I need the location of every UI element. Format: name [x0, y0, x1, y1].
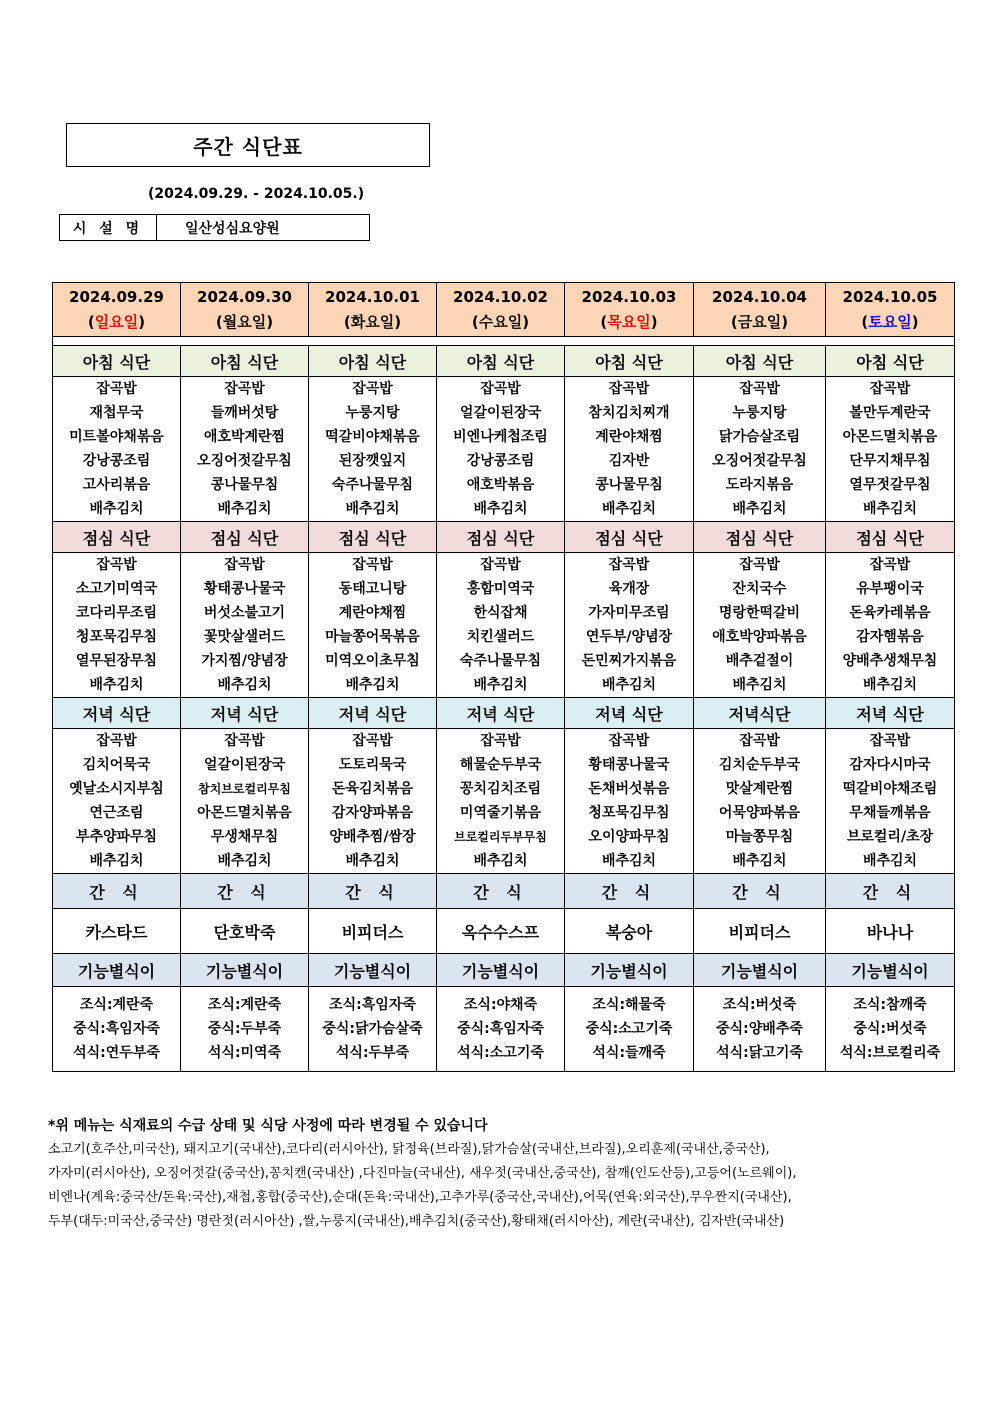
menu-item: 아몬드멸치볶음 [197, 805, 292, 821]
day-header-cell [565, 283, 694, 337]
day-header-cell [53, 283, 181, 337]
porridge-item: 조식:해물죽 [592, 997, 666, 1013]
menu-item: 잡곡밥 [96, 557, 137, 573]
lunch-header: 점심 식단 [437, 522, 565, 553]
menu-item: 양배추생채무침 [842, 653, 938, 669]
weekday-name: 일요일 [94, 312, 139, 331]
menu-item: 배추김치 [473, 853, 528, 869]
menu-item: 감자햄볶음 [856, 629, 924, 645]
menu-item: 배추겉절이 [725, 653, 794, 669]
menu-item: 단무지채무침 [849, 453, 931, 469]
functional-diet-header: 기능별식이 [565, 954, 694, 987]
breakfast-cell [309, 377, 437, 522]
porridge-item: 조식:계란죽 [207, 997, 282, 1013]
menu-item: 잡곡밥 [739, 733, 780, 749]
date-period: (2024.09.29. - 2024.10.05.) [148, 186, 365, 202]
lunch-cell [309, 553, 437, 698]
facility-box [59, 214, 370, 241]
menu-item: 김자반 [608, 453, 650, 469]
menu-item: 명랑한떡갈비 [718, 605, 801, 621]
menu-item: 잡곡밥 [96, 381, 137, 397]
menu-item: 잡곡밥 [224, 557, 265, 573]
menu-item: 숙주나물무침 [459, 653, 542, 669]
breakfast-cell [826, 377, 955, 522]
menu-item: 돈민찌가지볶음 [581, 653, 677, 669]
origin-line: 비엔나(계육:중국산/돈육:국산),재첩,홍합(중국산),순대(돈육:국내산),고추가루(중국산,국내산),어묵(연육:외국산),무우짠지(국내산), [48, 1190, 792, 1205]
menu-item: 오징어젓갈무침 [712, 453, 807, 469]
page-title: 주간 식단표 [66, 123, 430, 167]
menu-item: 된장깻잎지 [338, 453, 407, 469]
porridge-item: 석식:두부죽 [335, 1045, 410, 1061]
menu-item: 미트볼야채볶음 [69, 429, 164, 445]
menu-item: 오징어젓갈무침 [197, 453, 292, 469]
functional-diet-header: 기능별식이 [826, 954, 955, 987]
weekday-name: 월요일 [222, 312, 267, 331]
lunch-header-row [53, 522, 955, 553]
breakfast-header: 아침 식단 [826, 346, 955, 377]
breakfast-header: 아침 식단 [565, 346, 694, 377]
lunch-cell [437, 553, 565, 698]
menu-item: 배추김치 [89, 501, 144, 517]
dinner-cell [694, 729, 826, 874]
snack-header: 간 식 [826, 874, 955, 909]
snack-cell: 단호박죽 [181, 909, 309, 954]
menu-item: 아몬드멸치볶음 [842, 429, 938, 445]
menu-item: 잡곡밥 [352, 557, 393, 573]
menu-item: 배추김치 [732, 677, 787, 693]
functional-diet-row [53, 987, 955, 1072]
day-header-cell [437, 283, 565, 337]
snack-header: 간 식 [181, 874, 309, 909]
porridge-item: 조식:참깨죽 [853, 997, 927, 1013]
origin-line: 소고기(호주산,미국산), 돼지고기(국내산),코다리(러시아산), 닭정육(브라질),닭가슴살(국내산,브라질),오리훈제(국내산,중국산), [48, 1142, 770, 1157]
breakfast-cell [437, 377, 565, 522]
weekday-label: (목요일) [600, 312, 658, 331]
snack-cell: 비피더스 [309, 909, 437, 954]
snack-header: 간 식 [53, 874, 181, 909]
menu-item: 배추김치 [732, 501, 787, 517]
menu-item: 도토리묵국 [338, 757, 407, 773]
functional-diet-cell [565, 987, 694, 1072]
menu-item: 마늘쫑어묵볶음 [325, 629, 420, 645]
porridge-item: 중식:양배추죽 [716, 1021, 803, 1037]
menu-item: 꽁치김치조림 [459, 781, 542, 797]
snack-header: 간 식 [565, 874, 694, 909]
menu-item: 잡곡밥 [96, 733, 137, 749]
menu-item: 볼만두계란국 [849, 405, 931, 421]
menu-item: 배추김치 [732, 853, 787, 869]
menu-item: 배추김치 [345, 853, 400, 869]
menu-item: 계란야채찜 [595, 429, 663, 445]
dinner-row [53, 729, 955, 874]
lunch-cell [181, 553, 309, 698]
menu-item: 고사리볶음 [82, 477, 151, 493]
weekday-label: (월요일) [215, 312, 274, 331]
menu-item: 양배추찜/쌈장 [329, 829, 416, 845]
menu-item: 홍합미역국 [466, 581, 535, 597]
snack-row [53, 909, 955, 954]
lunch-header: 점심 식단 [565, 522, 694, 553]
menu-item: 얼갈이된장국 [203, 757, 286, 773]
weekday-name: 목요일 [607, 312, 651, 331]
functional-diet-cell [53, 987, 181, 1072]
weekday-label: (토요일) [861, 312, 919, 331]
menu-item: 누룽지탕 [345, 405, 400, 421]
snack-cell: 바나나 [826, 909, 955, 954]
menu-item: 애호박계란찜 [203, 429, 286, 445]
breakfast-header: 아침 식단 [181, 346, 309, 377]
porridge-item: 석식:닭고기죽 [716, 1045, 803, 1061]
porridge-item: 석식:미역죽 [207, 1045, 282, 1061]
menu-item: 돈육김치볶음 [331, 781, 414, 797]
menu-item: 배추김치 [862, 853, 918, 869]
menu-item: 잡곡밥 [869, 733, 911, 749]
menu-item: 열무된장무침 [75, 653, 158, 669]
menu-item: 브로컬리/초장 [846, 829, 934, 845]
menu-item: 콩나물무침 [210, 477, 279, 493]
porridge-item: 조식:흑임자죽 [329, 997, 416, 1013]
menu-item: 배추김치 [862, 501, 918, 517]
menu-item: 치킨샐러드 [466, 629, 535, 645]
menu-item: 배추김치 [601, 501, 657, 517]
menu-item: 황태콩나물국 [588, 757, 670, 773]
functional-diet-cell [181, 987, 309, 1072]
day-header-cell [309, 283, 437, 337]
menu-item: 잡곡밥 [480, 557, 521, 573]
date-label: 2024.10.02 [453, 287, 548, 306]
menu-item: 가지찜/양념장 [201, 653, 288, 669]
ingredient-origin-notes [48, 1114, 948, 1234]
menu-item: 배추김치 [601, 677, 657, 693]
snack-cell: 비피더스 [694, 909, 826, 954]
menu-item: 열무젓갈무침 [849, 477, 931, 493]
menu-item: 잡곡밥 [869, 381, 911, 397]
menu-item: 감자다시마국 [849, 757, 931, 773]
functional-diet-header: 기능별식이 [694, 954, 826, 987]
menu-item: 배추김치 [862, 677, 918, 693]
menu-item: 잡곡밥 [480, 381, 521, 397]
breakfast-cell [694, 377, 826, 522]
breakfast-row [53, 377, 955, 522]
functional-diet-header-row [53, 954, 955, 987]
weekday-name: 화요일 [350, 312, 395, 331]
functional-diet-cell [437, 987, 565, 1072]
menu-item: 돈채버섯볶음 [588, 781, 670, 797]
porridge-item: 석식:들깨죽 [592, 1045, 666, 1061]
menu-item: 연두부/양념장 [585, 629, 673, 645]
menu-item: 옛날소시지부침 [69, 781, 164, 797]
menu-item: 미역줄기볶음 [459, 805, 542, 821]
menu-item: 가자미무조림 [588, 605, 670, 621]
menu-item: 돈육카레볶음 [849, 605, 931, 621]
dinner-cell [826, 729, 955, 874]
date-label: 2024.09.30 [197, 287, 292, 306]
breakfast-cell [565, 377, 694, 522]
menu-item: 미역오이초무침 [325, 653, 420, 669]
functional-diet-header: 기능별식이 [53, 954, 181, 987]
breakfast-cell [181, 377, 309, 522]
menu-item: 맛살계란찜 [725, 781, 794, 797]
menu-item: 무채들깨볶음 [849, 805, 931, 821]
functional-diet-header: 기능별식이 [437, 954, 565, 987]
weekday-name: 금요일 [737, 312, 782, 331]
weekday-label: (수요일) [471, 312, 530, 331]
weekday-label: (화요일) [343, 312, 402, 331]
menu-item: 계란야채찜 [338, 605, 407, 621]
menu-item: 김치순두부국 [718, 757, 801, 773]
breakfast-header: 아침 식단 [437, 346, 565, 377]
menu-item: 닭가슴살조림 [718, 429, 801, 445]
menu-item: 잡곡밥 [224, 381, 265, 397]
menu-item: 코다리무조림 [75, 605, 158, 621]
menu-item: 배추김치 [601, 853, 657, 869]
weekday-name: 수요일 [478, 312, 523, 331]
breakfast-header: 아침 식단 [309, 346, 437, 377]
menu-item: 숙주나물무침 [331, 477, 414, 493]
menu-item: 재첩무국 [89, 405, 144, 421]
menu-item: 감자양파볶음 [331, 805, 414, 821]
menu-item: 잡곡밥 [608, 381, 650, 397]
menu-item: 참치김치찌개 [588, 405, 670, 421]
porridge-item: 조식:버섯죽 [722, 997, 797, 1013]
date-label: 2024.10.04 [712, 287, 807, 306]
breakfast-header: 아침 식단 [53, 346, 181, 377]
dinner-header: 저녁식단 [694, 698, 826, 729]
menu-item: 꽃맛살샐러드 [203, 629, 286, 645]
porridge-item: 중식:흑임자죽 [73, 1021, 160, 1037]
facility-label: 시 설 명 [60, 215, 157, 240]
facility-name: 일산성심요양원 [185, 220, 280, 237]
dinner-cell [437, 729, 565, 874]
menu-item: 잡곡밥 [869, 557, 911, 573]
menu-item: 배추김치 [217, 853, 272, 869]
menu-item: 얼갈이된장국 [459, 405, 542, 421]
origin-line: 가자미(러시아산), 오징어젓갈(중국산),꽁치캔(국내산) ,다진마늘(국내산), 새우젓(국내산,중국산), 참깨(인도산등),고등어(노르웨이), [48, 1166, 797, 1181]
porridge-item: 조식:야채죽 [463, 997, 538, 1013]
snack-header: 간 식 [437, 874, 565, 909]
menu-item: 잡곡밥 [352, 381, 393, 397]
lunch-row [53, 553, 955, 698]
porridge-item: 중식:흑임자죽 [457, 1021, 544, 1037]
snack-header: 간 식 [309, 874, 437, 909]
menu-item: 배추김치 [89, 853, 144, 869]
snack-cell: 옥수수스프 [437, 909, 565, 954]
menu-item: 강낭콩조림 [466, 453, 535, 469]
weekday-label: (금요일) [730, 312, 789, 331]
menu-item: 잡곡밥 [480, 733, 521, 749]
snack-cell: 복숭아 [565, 909, 694, 954]
menu-item: 잡곡밥 [608, 733, 650, 749]
lunch-header: 점심 식단 [181, 522, 309, 553]
menu-item: 비엔나케첩조림 [453, 429, 548, 445]
menu-item: 배추김치 [345, 677, 400, 693]
date-label: 2024.09.29 [69, 287, 164, 306]
functional-diet-cell [309, 987, 437, 1072]
menu-change-notice: *위 메뉴는 식재료의 수급 상태 및 식당 사정에 따라 변경될 수 있습니다 [48, 1118, 488, 1134]
day-header-cell [181, 283, 309, 337]
functional-diet-header: 기능별식이 [181, 954, 309, 987]
dinner-cell [309, 729, 437, 874]
porridge-item: 중식:두부죽 [207, 1021, 282, 1037]
lunch-header: 점심 식단 [53, 522, 181, 553]
menu-item: 잡곡밥 [224, 733, 265, 749]
origin-line: 두부(대두:미국산,중국산) 명란젓(러시아산) ,쌀,누룽지(국내산),배추김치(중국산),황태채(러시아산), 계란(국내산), 김자반(국내산) [48, 1214, 785, 1229]
dinner-cell [181, 729, 309, 874]
porridge-item: 중식:닭가슴살죽 [322, 1021, 423, 1037]
menu-item: 잔치국수 [732, 581, 787, 597]
menu-item: 잡곡밥 [739, 557, 780, 573]
menu-item: 배추김치 [217, 677, 272, 693]
menu-item: 배추김치 [473, 677, 528, 693]
menu-item: 연근조림 [89, 805, 144, 821]
functional-diet-cell [826, 987, 955, 1072]
menu-item: 잡곡밥 [739, 381, 780, 397]
menu-item: 들깨버섯탕 [210, 405, 279, 421]
weekday-name: 토요일 [868, 312, 912, 331]
dinner-header: 저녁 식단 [309, 698, 437, 729]
menu-item: 동태고니탕 [338, 581, 407, 597]
menu-item: 배추김치 [217, 501, 272, 517]
porridge-item: 석식:소고기죽 [457, 1045, 544, 1061]
snack-header-row [53, 874, 955, 909]
lunch-header: 점심 식단 [309, 522, 437, 553]
functional-diet-header: 기능별식이 [309, 954, 437, 987]
menu-item: 청포묵김무침 [588, 805, 670, 821]
date-label: 2024.10.01 [325, 287, 420, 306]
dinner-header: 저녁 식단 [565, 698, 694, 729]
menu-item: 참치브로컬리무침 [198, 782, 291, 796]
porridge-item: 조식:계란죽 [79, 997, 154, 1013]
lunch-cell [694, 553, 826, 698]
date-label: 2024.10.05 [842, 287, 938, 306]
menu-item: 버섯소불고기 [203, 605, 286, 621]
date-row [53, 283, 955, 337]
menu-item: 한식잡채 [473, 605, 528, 621]
porridge-item: 석식:연두부죽 [73, 1045, 160, 1061]
breakfast-header: 아침 식단 [694, 346, 826, 377]
lunch-cell [565, 553, 694, 698]
porridge-item: 중식:소고기죽 [585, 1021, 673, 1037]
date-label: 2024.10.03 [581, 287, 677, 306]
menu-item: 무생채무침 [210, 829, 279, 845]
dinner-header: 저녁 식단 [437, 698, 565, 729]
menu-item: 부추양파무침 [75, 829, 158, 845]
dinner-header: 저녁 식단 [826, 698, 955, 729]
menu-item: 떡갈비야채볶음 [325, 429, 420, 445]
menu-item: 잡곡밥 [608, 557, 650, 573]
menu-item: 잡곡밥 [352, 733, 393, 749]
menu-item: 김치어묵국 [82, 757, 151, 773]
lunch-header: 점심 식단 [826, 522, 955, 553]
menu-item: 애호박양파볶음 [712, 629, 807, 645]
spacer-row [53, 337, 955, 346]
menu-item: 브로컬리두부무침 [454, 830, 547, 844]
menu-item: 마늘쫑무침 [725, 829, 794, 845]
menu-item: 애호박볶음 [466, 477, 535, 493]
menu-item: 청포묵김무침 [75, 629, 158, 645]
day-header-cell [826, 283, 955, 337]
menu-item: 어묵양파볶음 [718, 805, 801, 821]
lunch-cell [53, 553, 181, 698]
menu-item: 떡갈비야채조림 [842, 781, 938, 797]
functional-diet-cell [694, 987, 826, 1072]
lunch-header: 점심 식단 [694, 522, 826, 553]
menu-item: 배추김치 [345, 501, 400, 517]
menu-item: 육개장 [608, 581, 650, 597]
dinner-cell [53, 729, 181, 874]
breakfast-header-row [53, 346, 955, 377]
day-header-cell [694, 283, 826, 337]
menu-item: 도라지볶음 [725, 477, 794, 493]
menu-item: 오이양파무침 [588, 829, 670, 845]
dinner-header-row [53, 698, 955, 729]
menu-item: 배추김치 [89, 677, 144, 693]
snack-cell: 카스타드 [53, 909, 181, 954]
menu-item: 유부팽이국 [856, 581, 924, 597]
dinner-header: 저녁 식단 [181, 698, 309, 729]
lunch-cell [826, 553, 955, 698]
breakfast-cell [53, 377, 181, 522]
menu-item: 배추김치 [473, 501, 528, 517]
menu-item: 소고기미역국 [75, 581, 158, 597]
menu-item: 콩나물무침 [595, 477, 663, 493]
menu-item: 누룽지탕 [732, 405, 787, 421]
porridge-item: 석식:브로컬리죽 [839, 1045, 941, 1061]
dinner-header: 저녁 식단 [53, 698, 181, 729]
snack-header: 간 식 [694, 874, 826, 909]
dinner-cell [565, 729, 694, 874]
menu-item: 황태콩나물국 [203, 581, 286, 597]
menu-item: 강낭콩조림 [82, 453, 151, 469]
porridge-item: 중식:버섯죽 [853, 1021, 927, 1037]
weekday-label: (일요일) [87, 312, 146, 331]
menu-item: 해물순두부국 [459, 757, 542, 773]
weekly-menu-table [52, 282, 955, 1072]
